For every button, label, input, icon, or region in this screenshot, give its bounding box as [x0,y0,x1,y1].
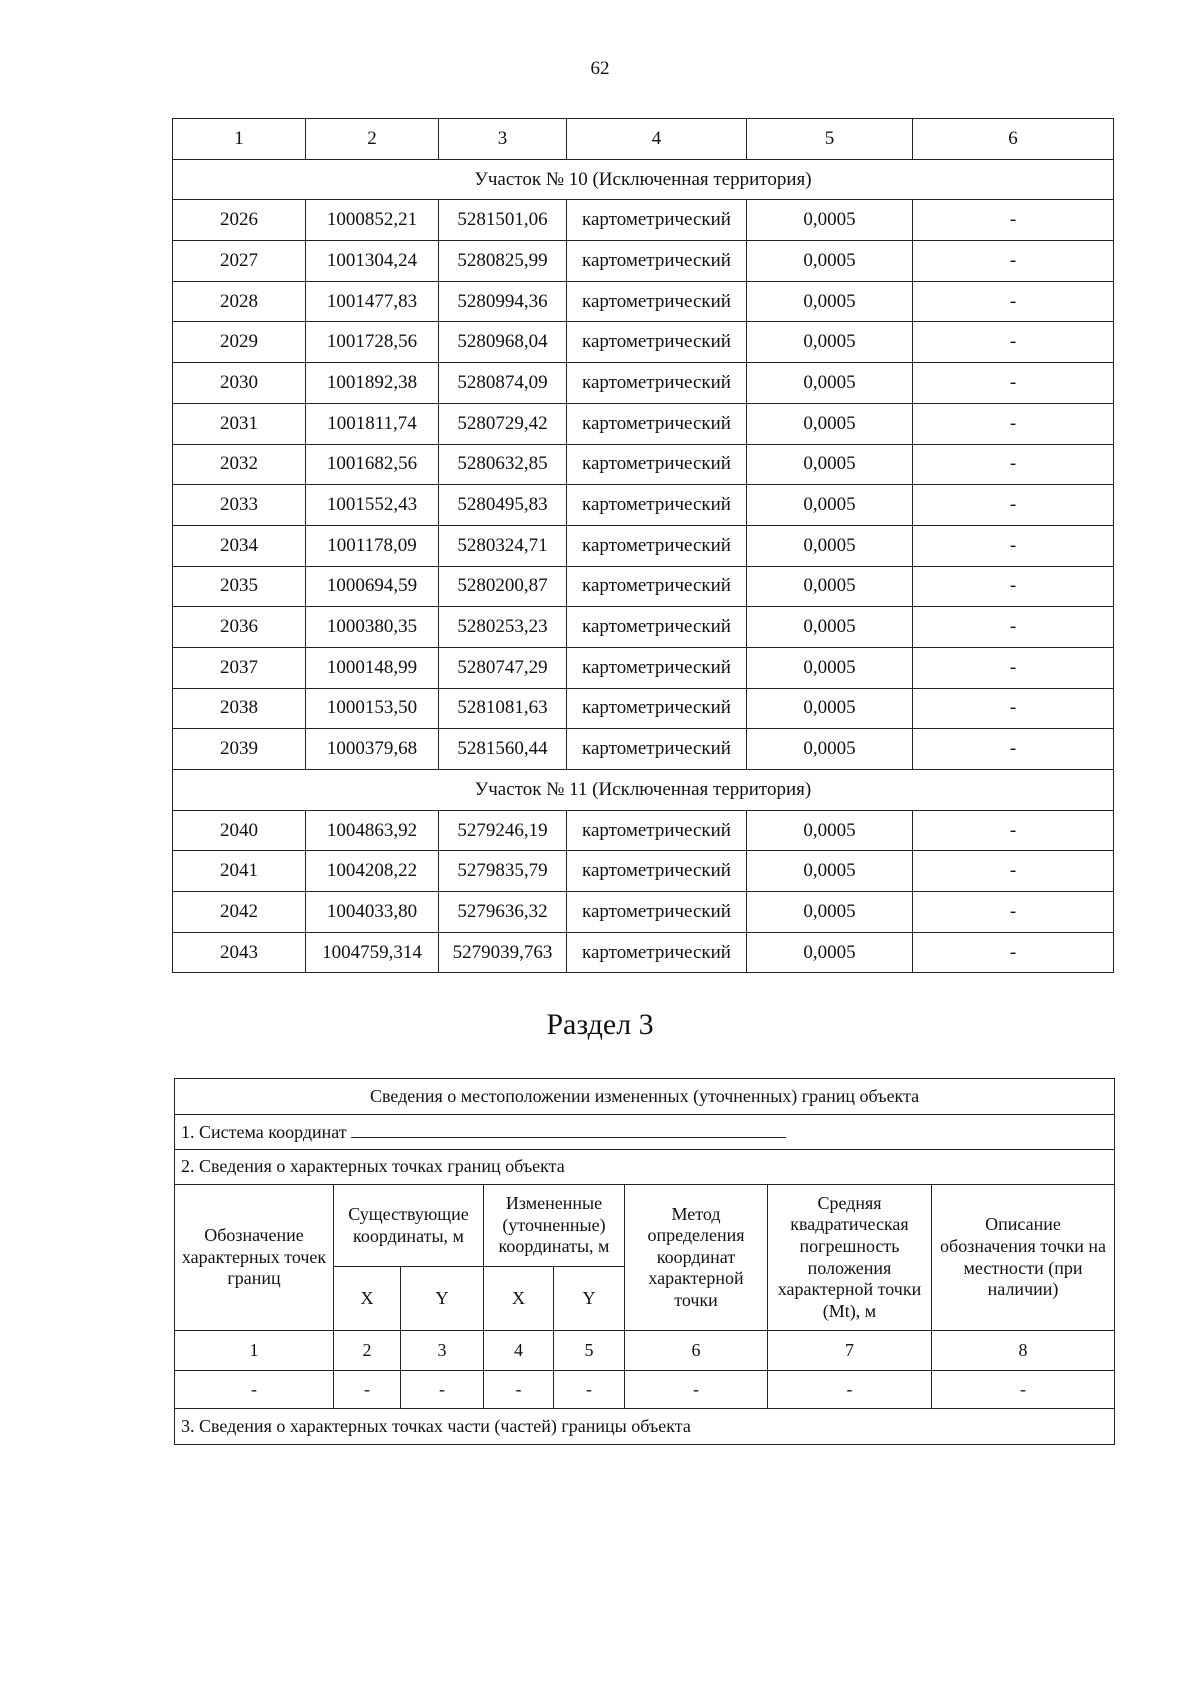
y-coordinate-cell: 5280324,71 [439,525,567,566]
empty-cell: - [932,1371,1115,1409]
table-row [173,403,1114,444]
column-number: 5 [747,119,913,160]
table-row [173,688,1114,729]
accuracy-cell: 0,0005 [747,729,913,770]
point-number-cell: 2038 [173,688,306,729]
header-method: Метод определения координат характерной точки [625,1185,768,1331]
method-cell: картометрический [567,363,747,404]
x-coordinate-cell: 1004033,80 [306,892,439,933]
column-number-row [175,1331,1115,1371]
y-coordinate-cell: 5280874,09 [439,363,567,404]
column-number: 4 [567,119,747,160]
description-cell: - [913,444,1114,485]
method-cell: картометрический [567,647,747,688]
parts-label: 3. Сведения о характерных точках части (частей) границы объекта [175,1409,1115,1445]
column-number: 2 [306,119,439,160]
y-coordinate-cell: 5280968,04 [439,322,567,363]
empty-cell: - [175,1371,334,1409]
y-coordinate-cell: 5281501,06 [439,200,567,241]
table-row [173,322,1114,363]
y-coordinate-cell: 5281081,63 [439,688,567,729]
y-coordinate-cell: 5280253,23 [439,607,567,648]
accuracy-cell: 0,0005 [747,281,913,322]
point-number-cell: 2037 [173,647,306,688]
point-number-cell: 2036 [173,607,306,648]
method-cell: картометрический [567,281,747,322]
empty-data-row [175,1371,1115,1409]
y-coordinate-cell: 5280495,83 [439,485,567,526]
table-row [173,525,1114,566]
y-coordinate-cell: 5281560,44 [439,729,567,770]
description-cell: - [913,363,1114,404]
accuracy-cell: 0,0005 [747,444,913,485]
header-description: Описание обозначения точки на местности (при наличии) [932,1185,1115,1331]
header-changed-y: Y [554,1267,625,1331]
x-coordinate-cell: 1001682,56 [306,444,439,485]
method-cell: картометрический [567,851,747,892]
method-cell: картометрический [567,607,747,648]
column-number: 4 [484,1331,554,1371]
accuracy-cell: 0,0005 [747,688,913,729]
description-cell: - [913,566,1114,607]
empty-cell: - [401,1371,484,1409]
x-coordinate-cell: 1000379,68 [306,729,439,770]
table-row [173,851,1114,892]
description-cell: - [913,810,1114,851]
accuracy-cell: 0,0005 [747,932,913,973]
header-existing-x: X [334,1267,401,1331]
x-coordinate-cell: 1001178,09 [306,525,439,566]
table-row [173,200,1114,241]
column-number: 3 [401,1331,484,1371]
column-number: 1 [175,1331,334,1371]
method-cell: картометрический [567,241,747,282]
description-cell: - [913,322,1114,363]
description-cell: - [913,851,1114,892]
column-number: 5 [554,1331,625,1371]
table-row [173,363,1114,404]
y-coordinate-cell: 5280632,85 [439,444,567,485]
x-coordinate-cell: 1000694,59 [306,566,439,607]
method-cell: картометрический [567,729,747,770]
point-number-cell: 2031 [173,403,306,444]
plot-section-title: Участок № 10 (Исключенная территория) [173,159,1114,200]
column-number-row [173,119,1114,160]
method-cell: картометрический [567,200,747,241]
accuracy-cell: 0,0005 [747,241,913,282]
point-number-cell: 2029 [173,322,306,363]
description-cell: - [913,607,1114,648]
method-cell: картометрический [567,688,747,729]
point-number-cell: 2040 [173,810,306,851]
description-cell: - [913,647,1114,688]
plot-section-row [173,159,1114,200]
method-cell: картометрический [567,566,747,607]
y-coordinate-cell: 5279835,79 [439,851,567,892]
x-coordinate-cell: 1000153,50 [306,688,439,729]
point-number-cell: 2034 [173,525,306,566]
method-cell: картометрический [567,932,747,973]
description-cell: - [913,932,1114,973]
accuracy-cell: 0,0005 [747,810,913,851]
table-row [173,810,1114,851]
description-cell: - [913,241,1114,282]
accuracy-cell: 0,0005 [747,647,913,688]
y-coordinate-cell: 5280729,42 [439,403,567,444]
x-coordinate-cell: 1000852,21 [306,200,439,241]
y-coordinate-cell: 5279636,32 [439,892,567,933]
method-cell: картометрический [567,403,747,444]
empty-cell: - [554,1371,625,1409]
x-coordinate-cell: 1004759,314 [306,932,439,973]
empty-cell: - [625,1371,768,1409]
column-number: 1 [173,119,306,160]
method-cell: картометрический [567,485,747,526]
accuracy-cell: 0,0005 [747,200,913,241]
method-cell: картометрический [567,810,747,851]
accuracy-cell: 0,0005 [747,363,913,404]
point-number-cell: 2026 [173,200,306,241]
empty-cell: - [484,1371,554,1409]
point-number-cell: 2035 [173,566,306,607]
column-number: 3 [439,119,567,160]
accuracy-cell: 0,0005 [747,525,913,566]
x-coordinate-cell: 1001811,74 [306,403,439,444]
point-number-cell: 2033 [173,485,306,526]
coord-system-blank [351,1121,786,1138]
header-changed-coords: Измененные (уточненные) координаты, м [484,1185,625,1267]
column-number: 2 [334,1331,401,1371]
y-coordinate-cell: 5280200,87 [439,566,567,607]
header-designation: Обозначение характерных точек границ [175,1185,334,1331]
boundary-points-table [172,118,1114,973]
point-number-cell: 2039 [173,729,306,770]
empty-cell: - [768,1371,932,1409]
point-number-cell: 2043 [173,932,306,973]
y-coordinate-cell: 5280825,99 [439,241,567,282]
accuracy-cell: 0,0005 [747,566,913,607]
header-existing-coords: Существующие координаты, м [334,1185,484,1267]
table-row [173,281,1114,322]
point-number-cell: 2032 [173,444,306,485]
table-row [173,607,1114,648]
table-row [173,566,1114,607]
x-coordinate-cell: 1001552,43 [306,485,439,526]
x-coordinate-cell: 1001304,24 [306,241,439,282]
column-number: 7 [768,1331,932,1371]
description-cell: - [913,892,1114,933]
point-number-cell: 2027 [173,241,306,282]
points-label: 2. Сведения о характерных точках границ объекта [175,1150,1115,1185]
table-row [173,932,1114,973]
x-coordinate-cell: 1004863,92 [306,810,439,851]
table-row [173,892,1114,933]
section3-table-title: Сведения о местоположении измененных (уточненных) границ объекта [175,1079,1115,1115]
description-cell: - [913,688,1114,729]
accuracy-cell: 0,0005 [747,607,913,648]
empty-cell: - [334,1371,401,1409]
accuracy-cell: 0,0005 [747,851,913,892]
point-number-cell: 2030 [173,363,306,404]
page-number: 62 [590,58,610,79]
accuracy-cell: 0,0005 [747,892,913,933]
section3-table [174,1078,1115,1445]
coord-system-row [175,1115,1115,1150]
y-coordinate-cell: 5280994,36 [439,281,567,322]
accuracy-cell: 0,0005 [747,403,913,444]
point-number-cell: 2041 [173,851,306,892]
accuracy-cell: 0,0005 [747,322,913,363]
y-coordinate-cell: 5280747,29 [439,647,567,688]
coord-system-label: 1. Система координат [181,1121,347,1142]
column-number: 8 [932,1331,1115,1371]
description-cell: - [913,403,1114,444]
x-coordinate-cell: 1004208,22 [306,851,439,892]
column-number: 6 [913,119,1114,160]
y-coordinate-cell: 5279039,763 [439,932,567,973]
x-coordinate-cell: 1001728,56 [306,322,439,363]
table-row [173,647,1114,688]
header-changed-x: X [484,1267,554,1331]
method-cell: картометрический [567,444,747,485]
plot-section-row [173,770,1114,811]
method-cell: картометрический [567,892,747,933]
description-cell: - [913,485,1114,526]
description-cell: - [913,525,1114,566]
x-coordinate-cell: 1001892,38 [306,363,439,404]
point-number-cell: 2042 [173,892,306,933]
x-coordinate-cell: 1000380,35 [306,607,439,648]
plot-section-title: Участок № 11 (Исключенная территория) [173,770,1114,811]
header-accuracy: Средняя квадратическая погрешность положения характерной точки (Mt), м [768,1185,932,1331]
table-row [173,485,1114,526]
column-number: 6 [625,1331,768,1371]
x-coordinate-cell: 1000148,99 [306,647,439,688]
header-existing-y: Y [401,1267,484,1331]
table-row [173,729,1114,770]
method-cell: картометрический [567,525,747,566]
y-coordinate-cell: 5279246,19 [439,810,567,851]
description-cell: - [913,200,1114,241]
description-cell: - [913,729,1114,770]
point-number-cell: 2028 [173,281,306,322]
table-row [173,444,1114,485]
table-row [173,241,1114,282]
method-cell: картометрический [567,322,747,363]
section-title: Раздел 3 [546,1008,654,1041]
accuracy-cell: 0,0005 [747,485,913,526]
x-coordinate-cell: 1001477,83 [306,281,439,322]
description-cell: - [913,281,1114,322]
